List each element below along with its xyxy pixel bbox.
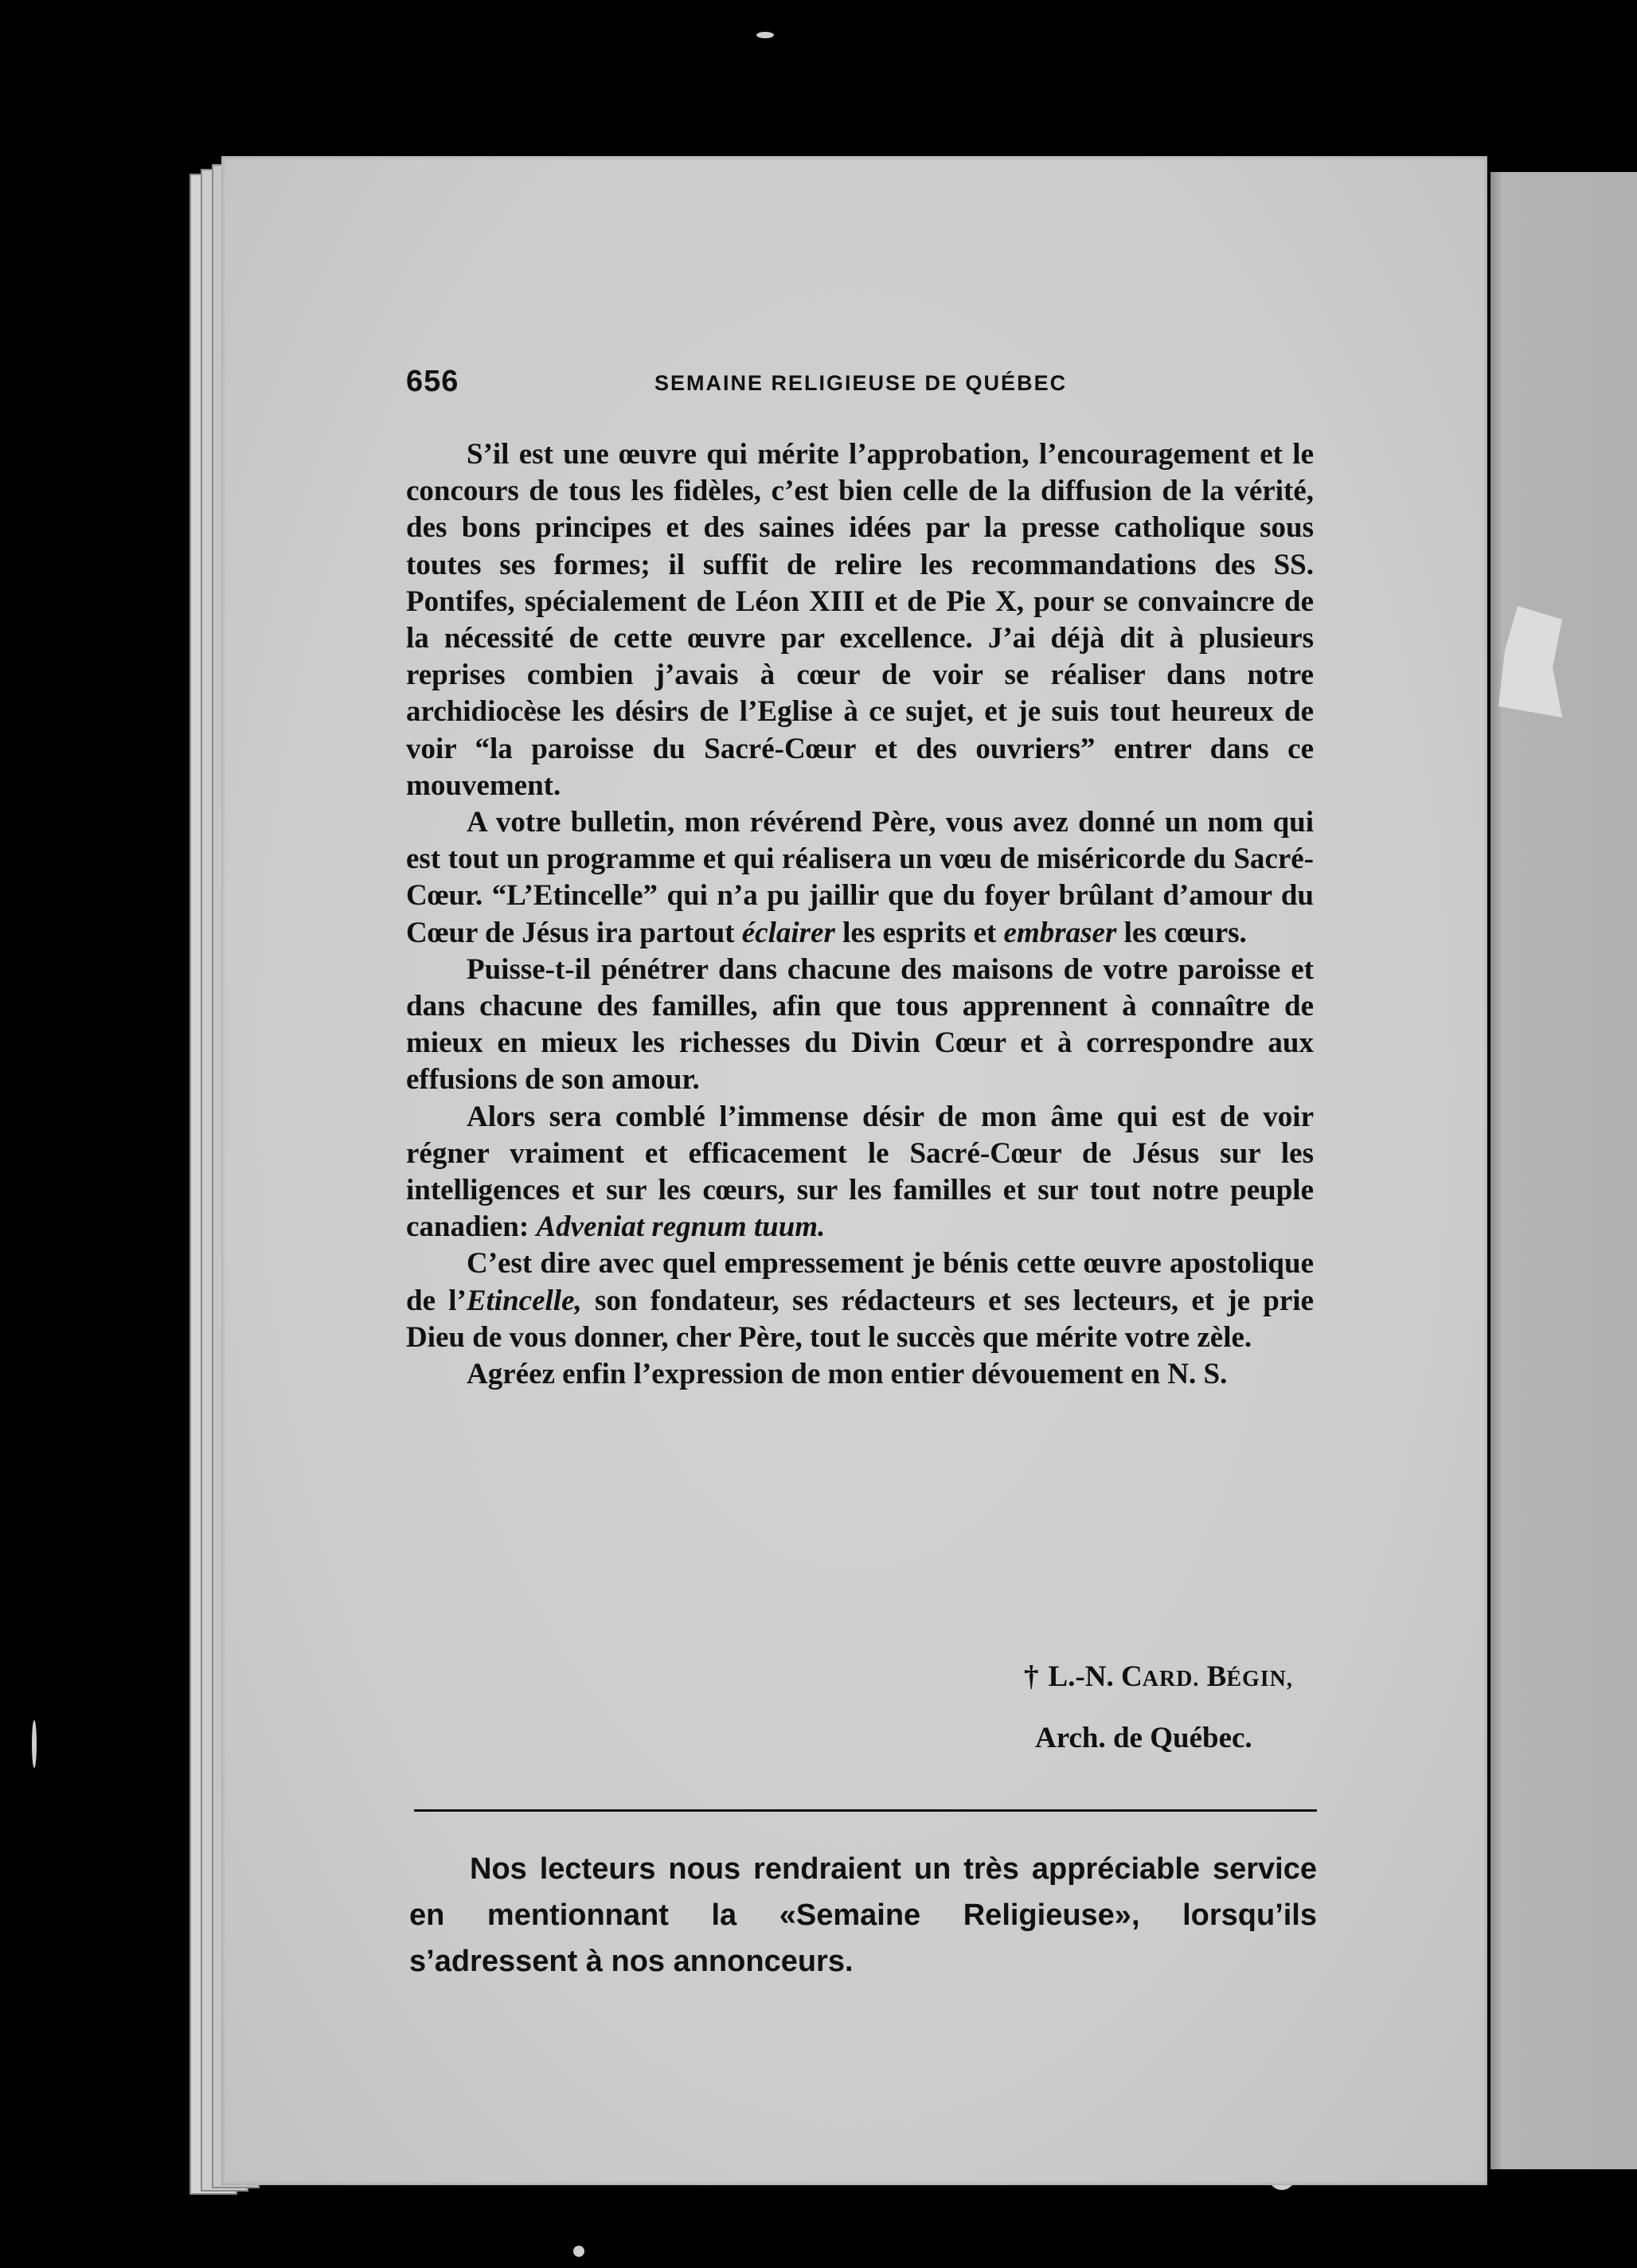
signature bbox=[1024, 1660, 1293, 1694]
italic-word: Etincelle, bbox=[466, 1284, 582, 1317]
advertiser-notice bbox=[409, 1846, 1317, 1984]
letter-paragraph bbox=[406, 1099, 1314, 1246]
italic-word: éclairer bbox=[741, 916, 835, 949]
dagger-mark: † bbox=[1024, 1660, 1039, 1693]
letter-paragraph bbox=[406, 804, 1314, 952]
letter-paragraph bbox=[406, 1245, 1314, 1356]
signature-initials: L.-N. bbox=[1048, 1660, 1114, 1693]
paragraph-text: Agréez enfin l’expression de mon entier dévouement en N. S. bbox=[467, 1358, 1228, 1391]
letter-paragraph bbox=[406, 1356, 1314, 1393]
small-caps-initial: C bbox=[1120, 1660, 1143, 1693]
letter-paragraph bbox=[406, 436, 1314, 804]
document-page bbox=[221, 156, 1487, 2185]
paragraph-text: A votre bulletin, mon révérend Père, vous avez donné un nom qui est tout un programme et qui réalisera un vœu de miséricorde du Sacré-Cœur. “L’Etincelle” qui n’a pu jaillir que du foyer brûlant d’amour du Cœur de Jésus ira partout bbox=[406, 806, 1314, 949]
paragraph-text: C’est dire avec quel empressement je bénis cette œuvre apostolique de l’ bbox=[406, 1247, 1314, 1317]
small-caps-rest: ARD. bbox=[1142, 1667, 1200, 1691]
paragraph-text: les esprits et bbox=[834, 916, 1004, 949]
adjacent-page-strip bbox=[1490, 172, 1637, 2169]
latin-phrase: Adveniat regnum tuum. bbox=[536, 1210, 826, 1244]
paragraph-text: son fondateur, ses rédacteurs et ses lecteurs, et je prie Dieu de vous donner, cher Père, tout le succès que mérite votre zèle. bbox=[406, 1284, 1314, 1354]
signatory-title: Arch. de Québec. bbox=[1035, 1722, 1252, 1754]
page-number: 656 bbox=[406, 365, 459, 398]
journal-title: SEMAINE RELIGIEUSE DE QUÉBEC bbox=[654, 371, 1068, 395]
running-head bbox=[406, 365, 1354, 405]
italic-word: embraser bbox=[1003, 916, 1117, 949]
notice-text: Nos lecteurs nous rendraient un très appréciable service en mentionnant la «Semaine Religieuse», lorsqu’ils s’adressent à nos annonceurs. bbox=[409, 1852, 1317, 1978]
horizontal-rule bbox=[414, 1809, 1317, 1812]
paragraph-text: les cœurs. bbox=[1116, 916, 1247, 949]
paragraph-text: Puisse-t-il pénétrer dans chacune des maisons de votre paroisse et dans chacune des familles, afin que tous apprennent à connaître de mieux en mieux les richesses du Divin Cœur et à correspondre aux effusions de son amour. bbox=[406, 952, 1314, 1097]
small-caps-initial: B bbox=[1206, 1660, 1227, 1693]
paragraph-text: S’il est une œuvre qui mérite l’approbation, l’encouragement et le concours de tous les fidèles, c’est bien celle de la diffusion de la vérité, des bons principes et des saines idées par la presse catholique sous toutes ses formes; il suffit de relire les recommandations des SS. Pontifes, spécialement de Léon XIII et de Pie X, pour se convaincre de la nécessité de cette œuvre par excellence. J’ai déjà dit à plusieurs reprises combien j’avais à cœur de voir se réaliser dans notre archidiocèse les désirs de l’Eglise à ce sujet, et je suis tout heureux de voir “la paroisse du Sacré-Cœur et des ouvriers” entrer dans ce mouvement. bbox=[406, 438, 1314, 802]
letter-paragraph bbox=[406, 952, 1314, 1099]
paragraph-text: Alors sera comblé l’immense désir de mon âme qui est de voir régner vraiment et efficacement le Sacré-Cœur de Jésus sur les intelligences et sur les cœurs, sur les familles et sur tout notre peuple canadien: bbox=[406, 1100, 1314, 1244]
small-caps-rest: ÉGIN, bbox=[1226, 1667, 1293, 1691]
letter-body bbox=[406, 436, 1314, 1393]
torn-paper-fragment bbox=[1498, 606, 1562, 718]
